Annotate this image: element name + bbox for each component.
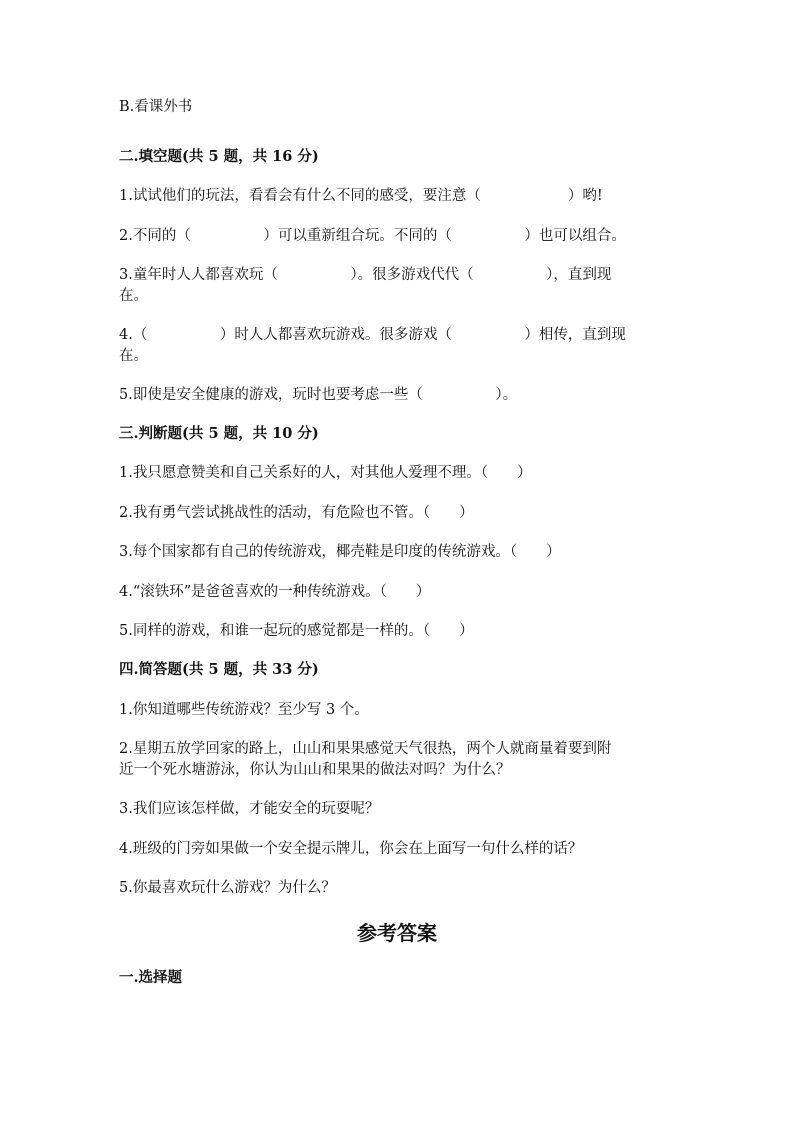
judge-question-5: 5.同样的游戏，和谁一起玩的感觉都是一样的。（ ） xyxy=(119,623,474,639)
section3-heading: 三.判断题(共 5 题，共 10 分) xyxy=(119,425,319,442)
judge-question-3: 3.每个国家都有自己的传统游戏，椰壳鞋是印度的传统游戏。（ ） xyxy=(119,544,561,560)
short-question-2-line2: 近一个死水塘游泳，你认为山山和果果的做法对吗？为什么？ xyxy=(119,762,511,778)
judge-question-4: 4.“滚铁环”是爸爸喜欢的一种传统游戏。（ ） xyxy=(119,584,431,600)
short-question-3: 3.我们应该怎样做，才能安全的玩耍呢？ xyxy=(119,801,380,817)
answers-section1-heading: 一.选择题 xyxy=(119,969,183,986)
fill-question-3-line1: 3.童年时人人都喜欢玩（ ）。很多游戏代代（ ），直到现 xyxy=(119,267,612,283)
fill-question-4-line1: 4.（ ）时人人都喜欢玩游戏。很多游戏（ ）相传，直到现 xyxy=(119,327,626,343)
fill-question-3-line2: 在。 xyxy=(119,288,148,304)
short-question-2-line1: 2.星期五放学回家的路上，山山和果果感觉天气很热，两个人就商量着要到附 xyxy=(119,741,612,757)
short-question-4: 4.班级的门旁如果做一个安全提示牌儿，你会在上面写一句什么样的话？ xyxy=(119,841,583,857)
short-question-5: 5.你最喜欢玩什么游戏？为什么？ xyxy=(119,880,336,896)
section4-heading: 四.简答题(共 5 题，共 33 分) xyxy=(119,661,319,678)
option-b: B.看课外书 xyxy=(119,99,193,115)
short-question-1: 1.你知道哪些传统游戏？至少写 3 个。 xyxy=(119,702,369,718)
answers-title: 参考答案 xyxy=(357,921,437,945)
fill-question-1: 1.试试他们的玩法，看看会有什么不同的感受，要注意（ ）哟! xyxy=(119,188,603,204)
judge-question-1: 1.我只愿意赞美和自己关系好的人，对其他人爱理不理。（ ） xyxy=(119,465,532,481)
fill-question-4-line2: 在。 xyxy=(119,348,148,364)
fill-question-5: 5.即使是安全健康的游戏，玩时也要考虑一些（ ）。 xyxy=(119,387,518,403)
fill-question-2: 2.不同的（ ）可以重新组合玩。不同的（ ）也可以组合。 xyxy=(119,228,626,244)
section2-heading: 二.填空题(共 5 题，共 16 分) xyxy=(119,148,319,165)
judge-question-2: 2.我有勇气尝试挑战性的活动，有危险也不管。（ ） xyxy=(119,505,474,521)
